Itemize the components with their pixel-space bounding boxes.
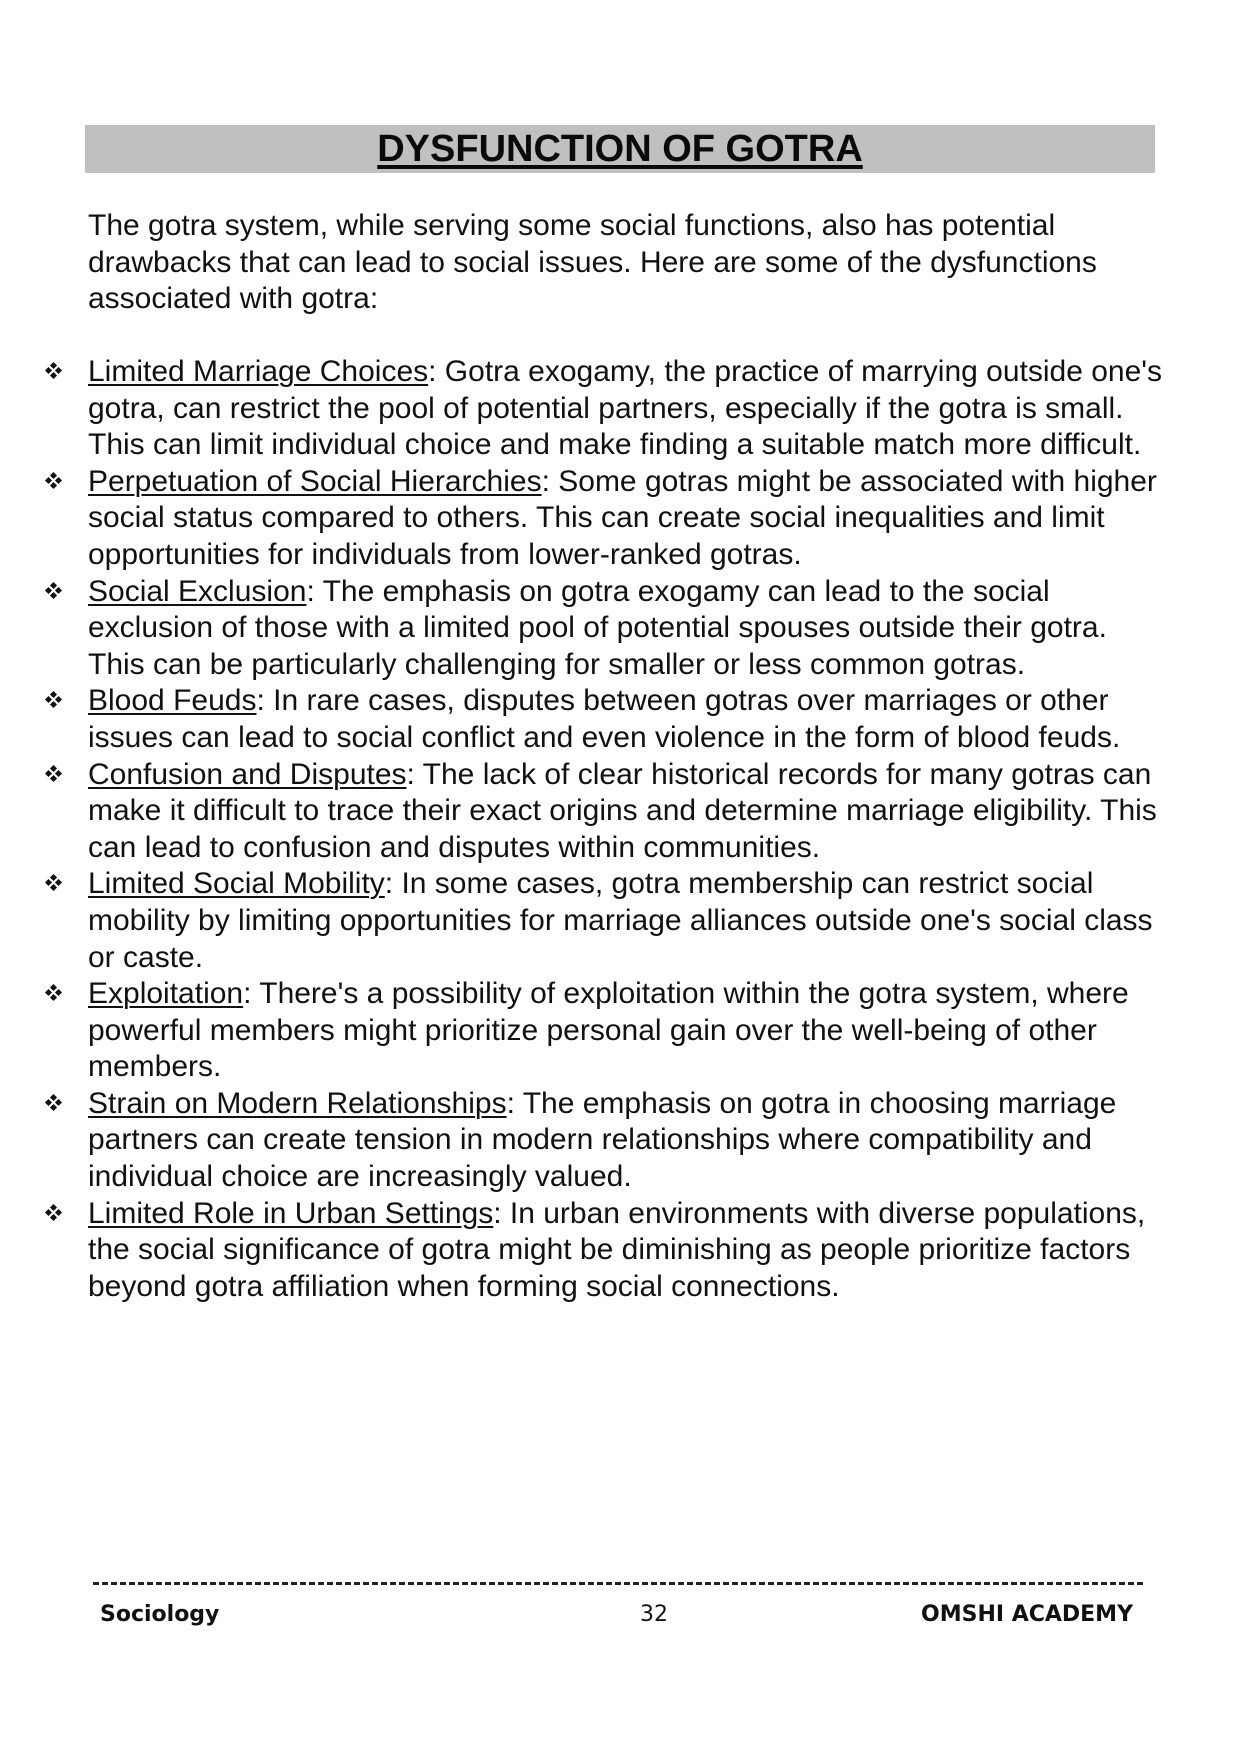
item-term: Limited Role in Urban Settings <box>88 1196 494 1230</box>
item-text: : In urban environments with diverse populations, the social significance of gotra might be diminishing as people prioritize factors beyond gotra affiliation when forming social connections. <box>88 1196 1146 1303</box>
item-text: : Gotra exogamy, the practice of marrying outside one's gotra, can restrict the pool of potential partners, especially if the gotra is small. This can limit individual choice and make finding a suitable match more difficult. <box>88 355 1162 462</box>
list-item <box>0 976 1168 1086</box>
list-item <box>0 866 1168 976</box>
item-term: Blood Feuds <box>88 684 257 718</box>
item-text: : The lack of clear historical records for many gotras can make it difficult to trace their exact origins and determine marriage eligibility. This can lead to confusion and disputes within communities. <box>88 757 1157 864</box>
item-term: Limited Social Mobility <box>88 867 385 901</box>
list-item <box>0 574 1168 684</box>
footer-subject: Sociology <box>100 1602 220 1627</box>
item-term: Perpetuation of Social Hierarchies <box>88 464 542 498</box>
item-text: : The emphasis on gotra in choosing marriage partners can create tension in modern relationships where compatibility and individual choice are increasingly valued. <box>88 1086 1117 1194</box>
four-diamond-bullet-icon <box>46 692 62 708</box>
four-diamond-bullet-icon <box>46 363 62 379</box>
four-diamond-bullet-icon <box>46 766 62 782</box>
list-item <box>0 757 1168 867</box>
item-text: : The emphasis on gotra exogamy can lead to the social exclusion of those with a limited pool of potential spouses outside their gotra. This can be particularly challenging for smaller or less common gotras. <box>88 574 1107 681</box>
item-text: : In rare cases, disputes between gotras over marriages or other issues can lead to social conflict and even violence in the form of blood feuds. <box>88 684 1121 754</box>
list-item <box>0 1196 1168 1306</box>
four-diamond-bullet-icon <box>46 473 62 489</box>
item-text: : Some gotras might be associated with higher social status compared to others. This can create social inequalities and limit opportunities for individuals from lower-ranked gotras. <box>88 464 1157 571</box>
list-item <box>0 683 1168 756</box>
four-diamond-bullet-icon <box>46 583 62 599</box>
item-term: Social Exclusion <box>88 574 307 608</box>
four-diamond-bullet-icon <box>46 875 62 891</box>
item-term: Confusion and Disputes <box>88 757 407 791</box>
page-number: 32 <box>640 1602 668 1627</box>
intro-paragraph: The gotra system, while serving some social functions, also has potential drawbacks that can lead to social issues. Here are some of the dysfunctions associated with gotra: <box>88 209 1097 316</box>
footer-publisher: OMSHI ACADEMY <box>921 1602 1134 1627</box>
item-term: Exploitation <box>88 977 244 1011</box>
four-diamond-bullet-icon <box>46 985 62 1001</box>
list-item <box>0 464 1168 574</box>
footer-divider <box>93 1582 1143 1585</box>
four-diamond-bullet-icon <box>46 1205 62 1221</box>
title-bar <box>85 125 1155 173</box>
page-title: DYSFUNCTION OF GOTRA <box>377 128 863 170</box>
list-item <box>0 354 1168 464</box>
four-diamond-bullet-icon <box>46 1095 62 1111</box>
item-text: : In some cases, gotra membership can restrict social mobility by limiting opportunities for marriage alliances outside one's social class or caste. <box>88 867 1153 974</box>
list-item <box>0 1086 1168 1196</box>
item-term: Limited Marriage Choices <box>88 355 429 388</box>
item-text: : There's a possibility of exploitation within the gotra system, where powerful members might prioritize personal gain over the well-being of other members. <box>88 977 1129 1084</box>
dysfunction-list <box>0 354 1240 1305</box>
item-term: Strain on Modern Relationships <box>88 1086 507 1120</box>
